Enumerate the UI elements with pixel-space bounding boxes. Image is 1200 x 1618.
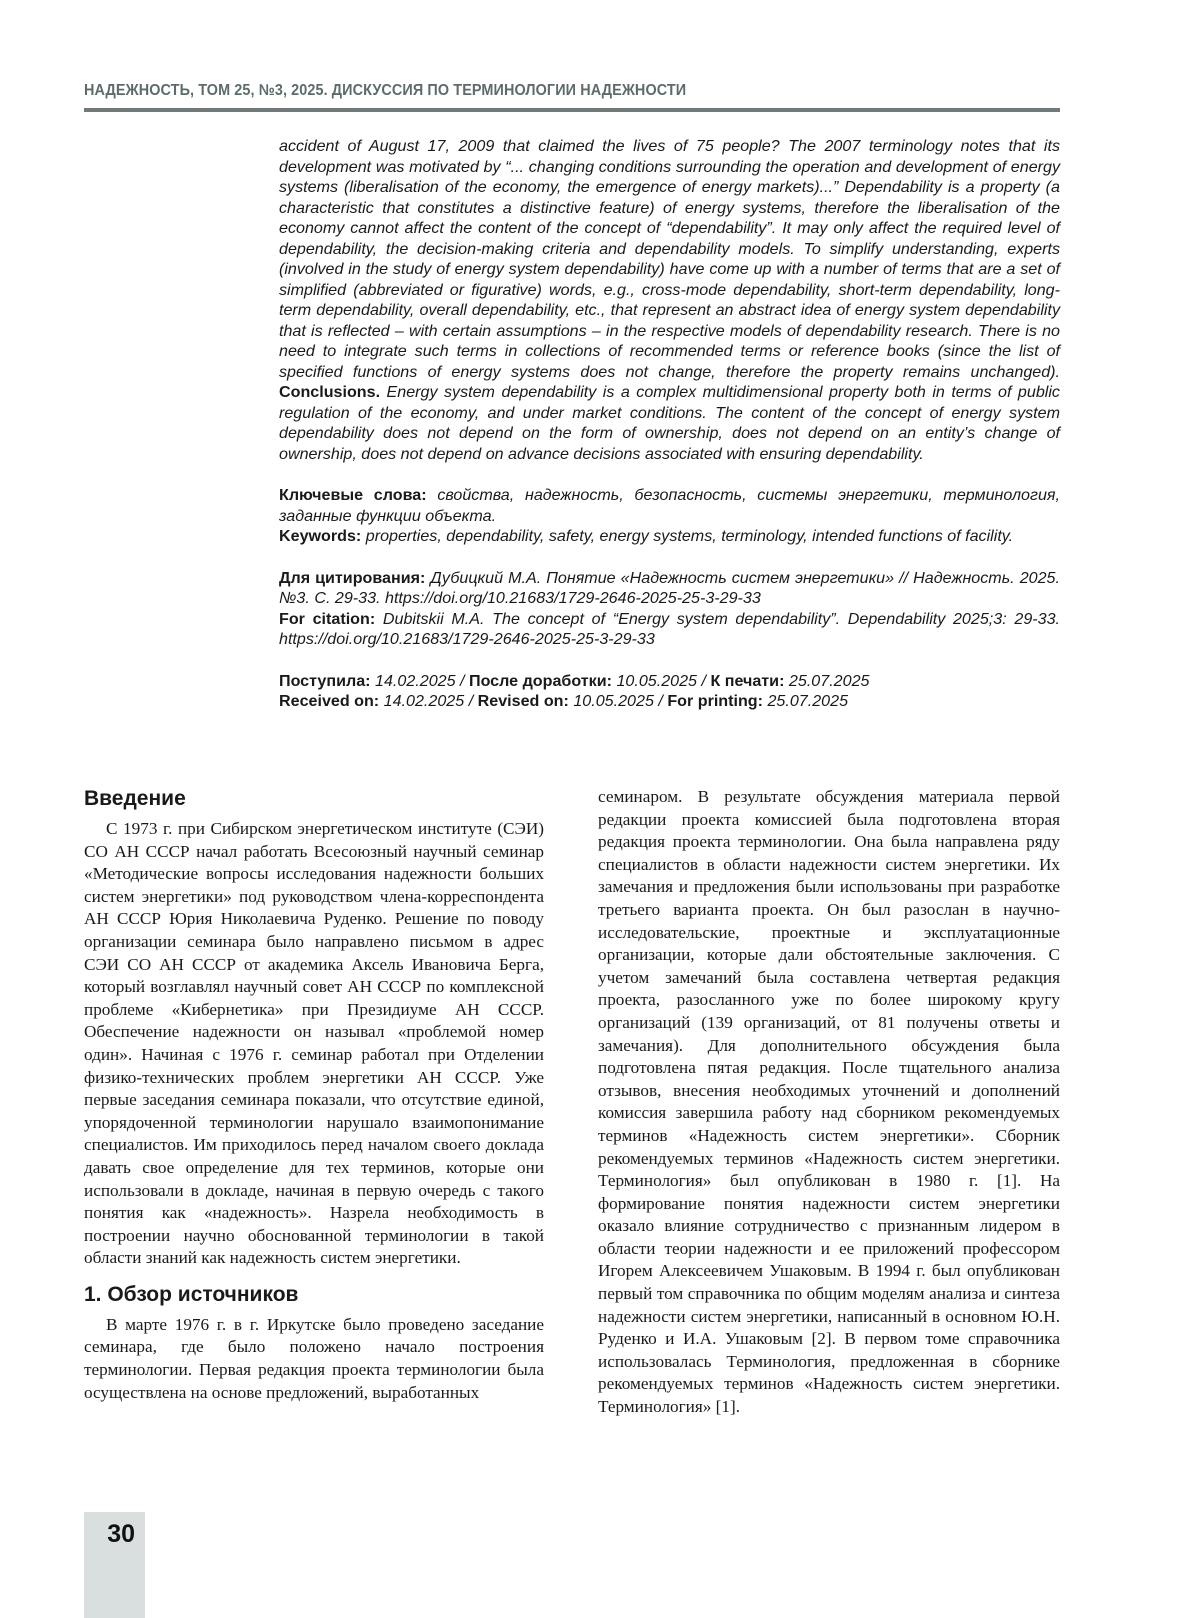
citation-en-text[interactable]: Dubitskii M.A. The concept of “Energy system dependability”. Dependability 2025;3: 29-33. https://doi.org/10.21683/1729-2646-2025-25-3-29-33 [279, 610, 1060, 649]
keywords-en [279, 526, 1060, 547]
received-date-ru: 14.02.2025 [375, 672, 456, 690]
received-label-ru: Поступила: [279, 672, 371, 690]
citation-ru-label: Для цитирования: [279, 569, 425, 587]
revised-date-en: 10.05.2025 [573, 692, 654, 710]
section1-paragraph-continued: семинаром. В результате обсуждения материала первой редакции проекта комиссией была подготовлена вторая редакция проекта терминологии. Она была направлена ряду специалистов в области надежности систем энергетики. Их замечания и предложения были использованы при разработке третьего варианта проекта. Он был разослан в научно-исследовательские, проектные и эксплуатационные организации, которые дали обстоятельные заключения. С учетом замечаний была составлена четвертая редакция проекта, разосланного уже по более широкому кругу организаций (139 организаций, от 81 получены ответы и замечания). Для дополнительного обсуждения была подготовлена пятая редакция. После тщательного анализа отзывов, внесения необходимых уточнений и дополнений комиссия завершила работу над сборником рекомендуемых терминов «Надежность систем энергетики». Сборник рекомендуемых терминов «Надежность систем энергетики. Терминология» был опубликован в 1980 г. [1]. На формирование понятия надежности систем энергетики оказало влияние сотрудничество с признанным лидером в области теории надежности и ее приложений профессором Игорем Алексеевичем Ушаковым. В 1994 г. был опубликован первый том справочника по общим моделям анализа и синтеза надежности систем энергетики, написанный в основном Ю.Н. Руденко и И.А. Ушаковым [2]. В первом томе справочника использовалась Терминология, предложенная в сборнике рекомендуемых терминов «Надежность систем энергетики. Терминология» [1]. [598, 786, 1060, 1419]
keywords-ru-label: Ключевые слова: [279, 486, 427, 504]
print-date-ru: 25.07.2025 [789, 672, 870, 690]
citation-ru-text[interactable]: Дубицкий М.А. Понятие «Надежность систем энергетики» // Надежность. 2025. №3. С. 29-33. https://doi.org/10.21683/1729-2646-2025-25-3-29-33 [279, 569, 1060, 608]
abstract-text [279, 136, 1060, 464]
received-label-en: Received on: [279, 692, 379, 710]
section1-paragraph-start: В марте 1976 г. в г. Иркутске было проведено заседание семинара, где было положено начало построения терминологии. Первая редакция проекта терминологии была осуществлена на основе предложений, выработанных [84, 1314, 544, 1404]
separator: / [456, 672, 469, 690]
revised-label-en: Revised on: [478, 692, 569, 710]
dates-ru [279, 671, 1060, 692]
citation-ru [279, 568, 1060, 609]
conclusions-label: Conclusions. [279, 383, 380, 401]
keywords-en-label: Keywords: [279, 527, 361, 545]
intro-heading: Введение [84, 786, 544, 812]
conclusions-text: Energy system dependability is a complex multidimensional property both in terms of public regulation of the economy, and under market conditions. The content of the concept of energy system dependability does not depend on the form of ownership, does not depend on an entity’s change of ownership, does not depend on advance decisions associated with ensuring dependability. [279, 383, 1060, 463]
revised-date-ru: 10.05.2025 [616, 672, 697, 690]
print-label-en: For printing: [667, 692, 763, 710]
print-label-ru: К печати: [710, 672, 784, 690]
keywords-ru-text: свойства, надежность, безопасность, системы энергетики, терминология, заданные функции объекта. [279, 486, 1060, 525]
left-column [84, 786, 544, 1404]
section1-heading: 1. Обзор источников [84, 1282, 544, 1308]
print-date-en: 25.07.2025 [767, 692, 848, 710]
right-column [598, 786, 1060, 1419]
received-date-en: 14.02.2025 [384, 692, 465, 710]
revised-label-ru: После доработки: [469, 672, 612, 690]
citation-en [279, 609, 1060, 650]
citation-en-label: For citation: [279, 610, 375, 628]
page-number-box [84, 1512, 145, 1618]
page-number: 30 [107, 1520, 135, 1549]
separator: / [697, 672, 710, 690]
separator: / [464, 692, 477, 710]
keywords-ru [279, 485, 1060, 526]
dates-en [279, 691, 1060, 712]
running-title: НАДЕЖНОСТЬ, ТОМ 25, №3, 2025. ДИСКУССИЯ ПО ТЕРМИНОЛОГИИ НАДЕЖНОСТИ [84, 82, 686, 100]
intro-paragraph: С 1973 г. при Сибирском энергетическом институте (СЭИ) СО АН СССР начал работать Всесоюзный научный семинар «Методические вопросы исследования надежности больших систем энергетики» под руководством члена-корреспондента АН СССР Юрия Николаевича Руденко. Решение по поводу организации семинара было направлено письмом в адрес СЭИ СО АН СССР от академика Аксель Ивановича Берга, который возглавлял научный совет АН СССР по комплексной проблеме «Кибернетика» при Президиуме АН СССР. Обеспечение надежности он называл «проблемой номер один». Начиная с 1976 г. семинар работал при Отделении физико-технических проблем энергетики АН СССР. Уже первые заседания семинара показали, что отсутствие единой, упорядоченной терминологии нарушало взаимопонимание специалистов. Им приходилось перед началом своего доклада давать свое определение для тех терминов, которые они использовали в докладе, начиная в первую очередь с такого понятия как «надежность». Назрела необходимость в построении научно обоснованной терминологии в такой области знаний как надежность систем энергетики. [84, 818, 544, 1270]
abstract-body: accident of August 17, 2009 that claimed the lives of 75 people? The 2007 terminology notes that its development was motivated by “... changing conditions surrounding the operation and development of energy systems (liberalisation of the economy, the emergence of energy markets)...” Dependability is a property (a characteristic that constitutes a distinctive feature) of energy systems, therefore the liberalisation of the economy cannot affect the content of the concept of “dependability”. It may only affect the required level of dependability, the decision-making criteria and dependability models. To simplify understanding, experts (involved in the study of energy system dependability) have come up with a number of terms that are a set of simplified (abbreviated or figurative) words, e.g., cross-mode dependability, short-term dependability, long-term dependability, overall dependability, etc., that represent an abstract idea of energy system dependability that is reflected – with certain assumptions – in the respective models of dependability research. There is no need to integrate such terms in collections of recommended terms or reference books (since the list of specified functions of energy systems does not change, therefore the property remains unchanged). [279, 137, 1060, 381]
separator: / [654, 692, 667, 710]
abstract-block [279, 136, 1060, 712]
header-rule [84, 108, 1060, 112]
keywords-en-text: properties, dependability, safety, energy systems, terminology, intended functions of facility. [366, 527, 1013, 545]
